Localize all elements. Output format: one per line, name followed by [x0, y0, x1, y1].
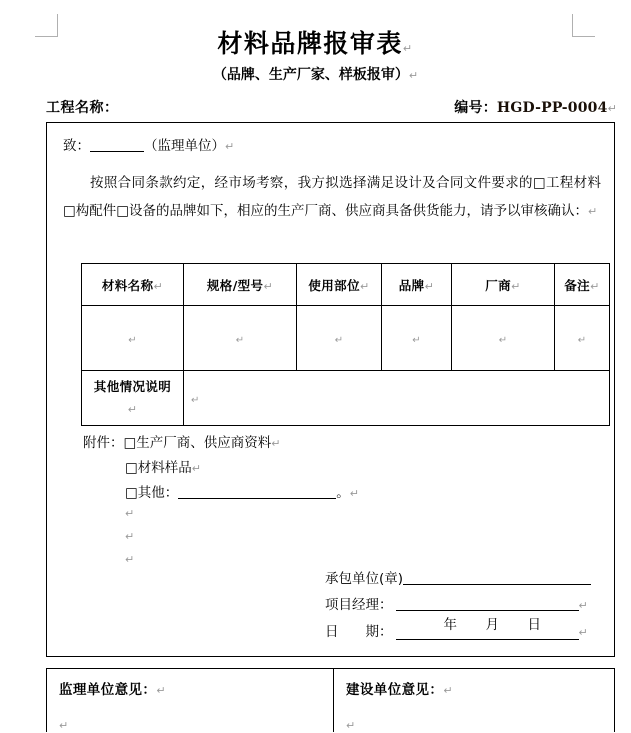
blank-line — [125, 502, 134, 525]
date-year-unit: 年 — [443, 617, 457, 633]
blank-line — [125, 525, 134, 548]
table-header-text: 规格/型号 — [206, 277, 264, 293]
addressee-line — [63, 137, 234, 156]
addressee-prefix: 致： — [63, 138, 90, 154]
pilcrow-mark: ↵ — [127, 402, 138, 416]
other-notes-label — [82, 371, 184, 426]
table-header-cell — [297, 264, 382, 306]
pilcrow-mark: ↵ — [349, 487, 359, 500]
table-cell-usage-location[interactable] — [297, 306, 382, 371]
project-manager-row — [325, 592, 605, 619]
attachment-checkbox-material-sample[interactable]: □材料样品 — [125, 460, 192, 476]
supervisor-opinion-body[interactable] — [59, 714, 333, 733]
pilcrow-mark: ↵ — [271, 437, 281, 450]
page-title — [0, 30, 631, 59]
page-subtitle-text: （品牌、生产厂家、样板报审） — [212, 66, 409, 83]
pilcrow-mark: ↵ — [156, 684, 166, 697]
table-header-cell — [555, 264, 610, 306]
pilcrow-mark: ↵ — [588, 205, 598, 218]
blank-lines-block — [125, 502, 134, 571]
owner-opinion-cell[interactable] — [334, 669, 614, 732]
attachment-checkbox-producer-info[interactable]: □生产厂商、供应商资料 — [123, 435, 272, 451]
owner-opinion-label-text: 建设单位意见： — [346, 682, 444, 698]
pilcrow-mark: ↵ — [578, 626, 588, 639]
table-header-text: 备注 — [564, 277, 591, 293]
pilcrow-mark: ↵ — [578, 599, 588, 612]
table-header-row — [82, 264, 610, 306]
pilcrow-mark: ↵ — [607, 102, 617, 115]
contractor-seal-row — [325, 566, 605, 592]
pilcrow-mark: ↵ — [359, 279, 370, 293]
pilcrow-mark: ↵ — [125, 530, 135, 543]
pilcrow-mark: ↵ — [125, 507, 135, 520]
attachment-other-input[interactable] — [178, 485, 336, 499]
owner-opinion-label — [346, 678, 614, 698]
addressee-suffix: （监理单位） — [144, 138, 225, 154]
project-manager-label: 项目经理： — [325, 597, 393, 613]
supervisor-opinion-label — [59, 678, 333, 698]
pilcrow-mark: ↵ — [443, 684, 453, 697]
pilcrow-mark: ↵ — [577, 334, 587, 346]
pilcrow-mark: ↵ — [424, 279, 435, 293]
document-code — [454, 97, 617, 117]
body-paragraph-text: 按照合同条款约定，经市场考察，我方拟选择满足设计及合同文件要求的□工程材料□构配件□设备的品牌如下，相应的生产厂商、供应商具备供货能力，请予以审核确认： — [63, 175, 601, 219]
blank-line — [125, 548, 134, 571]
title-block — [0, 30, 631, 84]
document-code-label: 编号： — [454, 100, 497, 116]
supervisor-opinion-cell[interactable] — [47, 669, 334, 732]
pilcrow-mark: ↵ — [334, 334, 344, 346]
pilcrow-mark: ↵ — [412, 334, 421, 346]
table-header-cell — [452, 264, 555, 306]
attachment-other-suffix: 。 — [336, 485, 350, 501]
table-cell-manufacturer[interactable] — [452, 306, 555, 371]
pilcrow-mark: ↵ — [408, 68, 419, 82]
opinions-frame — [46, 668, 615, 732]
pilcrow-mark: ↵ — [191, 394, 200, 406]
date-input[interactable] — [396, 617, 579, 640]
addressee-blank-field[interactable] — [90, 138, 144, 152]
attachment-checkbox-other[interactable]: □其他： — [125, 485, 179, 501]
table-cell-spec-model[interactable] — [184, 306, 297, 371]
pilcrow-mark: ↵ — [153, 279, 164, 293]
pilcrow-mark: ↵ — [191, 462, 201, 475]
table-cell-material-name[interactable] — [82, 306, 184, 371]
contractor-seal-input[interactable] — [403, 571, 591, 585]
table-row-other-notes — [82, 371, 610, 426]
material-brand-table — [81, 263, 610, 426]
table-header-cell — [184, 264, 297, 306]
project-name-label: 工程名称： — [46, 100, 119, 116]
signature-block — [325, 566, 605, 646]
page-subtitle — [0, 64, 631, 84]
other-notes-field[interactable] — [184, 371, 610, 426]
owner-opinion-body[interactable] — [346, 714, 614, 733]
date-day-unit: 日 — [527, 617, 541, 633]
table-header-cell — [382, 264, 452, 306]
contractor-seal-label: 承包单位(章) — [325, 571, 404, 587]
table-row — [82, 306, 610, 371]
date-row — [325, 619, 605, 646]
page-title-text: 材料品牌报审表 — [217, 29, 403, 58]
form-main-frame — [46, 122, 615, 657]
date-label: 日 期： — [325, 624, 393, 640]
supervisor-opinion-label-text: 监理单位意见： — [59, 682, 157, 698]
pilcrow-mark: ↵ — [402, 42, 414, 55]
table-header-cell — [82, 264, 184, 306]
other-notes-label-text: 其他情况说明 — [93, 378, 172, 394]
pilcrow-mark: ↵ — [225, 140, 235, 153]
body-paragraph — [63, 169, 601, 226]
pilcrow-mark: ↵ — [511, 279, 521, 293]
project-manager-input[interactable] — [396, 597, 579, 611]
table-cell-brand[interactable] — [382, 306, 452, 371]
pilcrow-mark: ↵ — [235, 334, 245, 346]
document-header-row — [46, 97, 617, 117]
pilcrow-mark: ↵ — [346, 719, 356, 732]
date-month-unit: 月 — [485, 617, 499, 633]
pilcrow-mark: ↵ — [59, 719, 69, 732]
pilcrow-mark: ↵ — [125, 553, 135, 566]
table-header-text: 材料名称 — [101, 277, 154, 293]
attachments-label: 附件： — [83, 435, 124, 451]
attachment-item[interactable] — [83, 431, 359, 456]
table-cell-remarks[interactable] — [555, 306, 610, 371]
attachment-item[interactable] — [83, 456, 359, 481]
table-header-text: 厂商 — [485, 277, 512, 293]
pilcrow-mark: ↵ — [263, 279, 274, 293]
table-header-text: 品牌 — [398, 277, 425, 293]
document-code-value: HGD-PP-0004 — [496, 100, 608, 116]
attachments-block — [83, 431, 359, 506]
pilcrow-mark: ↵ — [128, 334, 137, 346]
table-header-text: 使用部位 — [308, 277, 360, 293]
pilcrow-mark: ↵ — [590, 279, 600, 293]
pilcrow-mark: ↵ — [498, 334, 508, 346]
